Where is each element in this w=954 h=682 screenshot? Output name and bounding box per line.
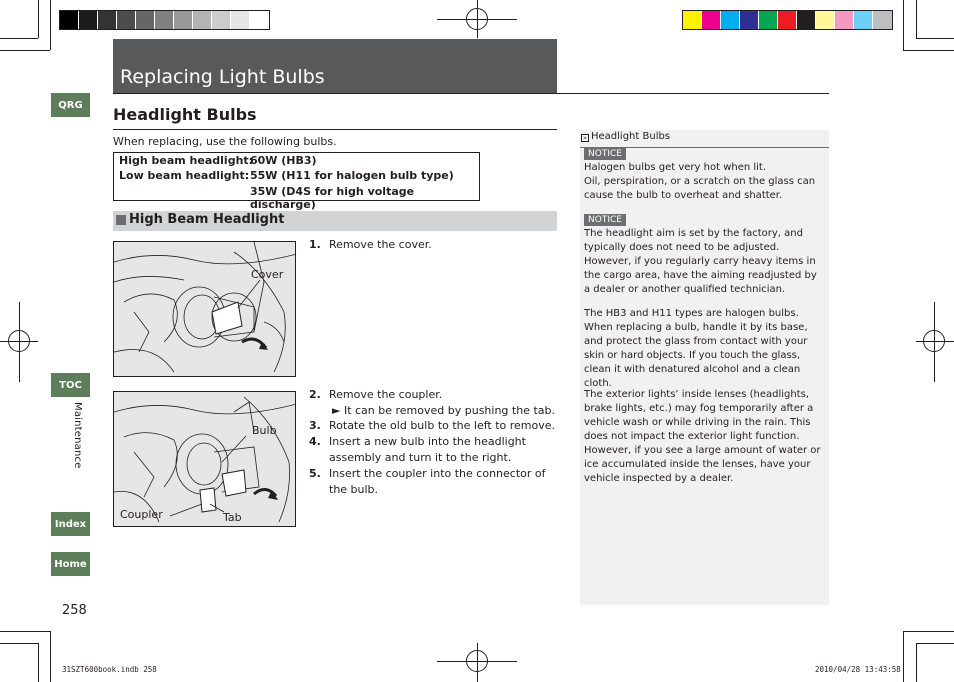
page-title: Replacing Light Bulbs [120,66,325,88]
color-swatch [702,11,721,29]
notice-badge: NOTICE [584,148,626,160]
table-row-value: 60W (HB3) [250,154,317,167]
color-swatch [740,11,759,29]
subsection-heading: High Beam Headlight [129,212,285,227]
step-number: 2. [309,388,321,401]
subsection-square-icon [116,215,126,225]
color-swatch [797,11,816,29]
color-swatch [98,11,117,29]
color-swatch [136,11,155,29]
figure-remove-cover [113,241,296,377]
color-swatch [174,11,193,29]
toc-button[interactable]: TOC [51,373,90,397]
section-label: Maintenance [72,402,83,469]
step-number: 4. [309,435,321,448]
section-rule [113,129,557,130]
bulb-illustration [114,392,296,527]
color-swatch [778,11,797,29]
step-number: 1. [309,238,321,251]
color-swatch [60,11,79,29]
notice-badge: NOTICE [584,214,626,226]
footer-file: 31SZT600book.indb 258 [62,665,157,674]
figure-replace-bulb [113,391,296,527]
step-text: Insert the coupler into the connector of the bulb. [329,467,546,496]
color-swatch [721,11,740,29]
color-bar [682,10,893,30]
panel-paragraph-1: The HB3 and H11 types are halogen bulbs. When replacing a bulb, handle it by its base, and protect the glass from contact with your skin or hard objects. If you touch the glass, clean it with denatured alcohol and a clean cloth. [584,308,808,389]
callout-cover: Cover [251,268,284,281]
color-swatch [759,11,778,29]
table-row-value: 35W (D4S for high voltage discharge) [250,185,415,211]
bulb-spec-table [113,152,480,211]
home-button[interactable]: Home [51,552,90,576]
table-row-value: 55W (H11 for halogen bulb type) [250,169,454,182]
engine-bay-illustration [114,242,296,377]
intro-text: When replacing, use the following bulbs. [113,135,337,148]
panel-paragraph-2: The exterior lights’ inside lenses (headlights, brake lights, etc.) may fog temporarily after a vehicle wash or while driving in the rain. This does not impact the exterior light function. However, if you see a large amount of water or ice accumulated inside the lenses, have your vehicle inspected by a dealer. [584,389,821,484]
color-swatch [155,11,174,29]
title-rule [113,93,829,94]
color-swatch [683,11,702,29]
qrg-button[interactable]: QRG [51,93,90,117]
step-text: Insert a new bulb into the headlight assembly and turn it to the right. [329,435,526,464]
step-note-text: ► It can be removed by pushing the tab. [332,404,555,417]
table-row-label: Low beam headlight: [119,169,250,182]
page-number: 258 [62,603,87,618]
grayscale-bar [59,10,270,30]
color-swatch [835,11,854,29]
callout-tab: Tab [223,511,242,524]
section-heading: Headlight Bulbs [113,105,257,124]
color-swatch [250,11,269,29]
callout-bulb: Bulb [252,424,277,437]
step-text: Rotate the old bulb to the left to remove. [329,419,556,432]
panel-heading: Headlight Bulbs [591,131,671,142]
color-swatch [79,11,98,29]
step-text: Remove the coupler. [329,388,443,401]
color-swatch [873,11,892,29]
table-row-label: High beam headlight: [119,154,254,167]
callout-coupler: Coupler [120,508,163,521]
color-swatch [231,11,250,29]
color-swatch [854,11,873,29]
notice-text-2: The headlight aim is set by the factory, and typically does not need to be adjusted. However, if you regularly carry heavy items in the cargo area, have the aiming readjusted by a dealer or another qualified technician. [584,228,817,295]
color-swatch [117,11,136,29]
index-button[interactable]: Index [51,512,90,536]
step-text: Remove the cover. [329,238,432,251]
color-swatch [212,11,231,29]
footer-timestamp: 2010/04/28 13:43:58 [815,665,901,674]
reference-icon: » [582,134,588,142]
color-swatch [193,11,212,29]
step-number: 3. [309,419,321,432]
step-number: 5. [309,467,321,480]
color-swatch [816,11,835,29]
notice-text-1: Halogen bulbs get very hot when lit. Oil, perspiration, or a scratch on the glass can cause the bulb to overheat and shatter. [584,162,816,201]
